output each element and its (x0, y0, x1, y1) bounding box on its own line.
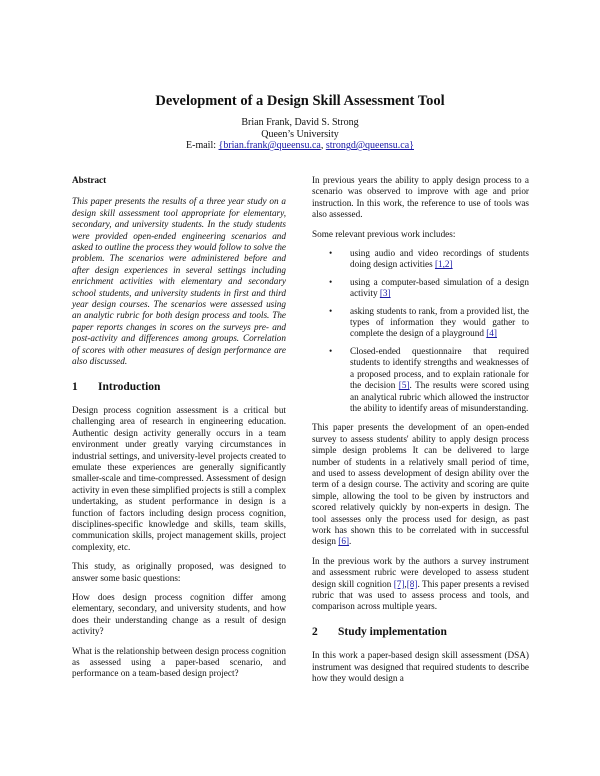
citation-link[interactable]: [8] (406, 578, 418, 589)
list-item (350, 248, 529, 271)
previous-work-intro: Some relevant previous work includes: (312, 228, 456, 239)
citation-link[interactable]: [7] (393, 578, 405, 589)
right-column (312, 175, 529, 692)
list-item (350, 346, 529, 414)
email-line (0, 140, 600, 152)
citation-separator: , (404, 578, 407, 589)
affiliation: Queen’s University (261, 128, 339, 140)
previous-years-paragraph: In previous years the ability to apply design process to a scenario was observed to improve with age and prior instruction. In this work, the reference to use of tools was also assessed. (312, 175, 529, 220)
intro-question-2: What is the relationship between design process cognition as assessed using a paper-based scenario, and performance on a team-based design project? (72, 645, 286, 679)
list-item (350, 306, 529, 340)
author-block (0, 117, 600, 152)
list-item-text: using a computer-based simulation of a design activity (350, 276, 529, 299)
email-prefix: E-mail: (186, 140, 219, 151)
citation-link[interactable]: [4] (486, 328, 497, 339)
previous-authors-paragraph (312, 556, 529, 613)
citation-link[interactable]: [3] (379, 288, 391, 299)
list-item-text: Closed-ended questionnaire that required students to identify strengths and weaknesses of a proposed process, and to explain rationale for the decision (350, 345, 529, 391)
abstract-text: This paper presents the results of a three year study on a design skill assessment tool appropriate for elementary, secondary, and university students. In the study students were provided open-ended engineering scenarios and asked to outline the process they would follow to solve the problem. The scenarios were administered before and after design experiences in several settings including enrichment activities with elementary and secondary school students, and university students in first and third year design courses. The scenarios were assessed using an analytic rubric for both design process and tools. The paper reports changes in scores on the surveys pre- and post-activity and differences among groups. Correlation of scores with other measures of design performance are also discussed. (72, 196, 286, 367)
email-link-strong[interactable]: strongd@queensu.ca} (325, 140, 414, 151)
previous-work-list (312, 248, 529, 414)
citation-link[interactable]: [1,2] (434, 259, 453, 270)
section-heading-study-implementation (312, 627, 529, 638)
paragraph-end: . This paper presents a revised rubric that was used to assess process and tools, and comparison across multiple years. (312, 578, 529, 612)
paragraph-end: . (349, 536, 352, 547)
list-item-text-after: . The results were scored using an analytical rubric which allowed the instructor the ability to identify areas of misunderstanding. (350, 380, 530, 413)
email-separator: , (320, 140, 326, 151)
list-item-text: asking students to rank, from a provided list, the types of information they would gather to complete the design of a playground (350, 305, 529, 339)
paragraph-text: This paper presents the development of an open-ended survey to assess students' ability to apply design process simple design problems It can be delivered to large number of students in a relatively small period of time, and used to assess development of design ability over the term of a design course. The activity and scoring are quite simple, allowing the tool to be given by instructors and scored relatively quickly by non-experts in design. The tool assesses only the process used for design, as past work has shown this to be correlated with in successful design (312, 422, 529, 547)
paragraph-text: In the previous work by the authors a survey instrument and assessment rubric were developed to assess student design skill cognition (312, 555, 529, 589)
section-heading-introduction (72, 382, 286, 393)
intro-paragraph-2: This study, as originally proposed, was designed to answer some basic questions: (72, 561, 286, 583)
section-title: Study implementation (338, 625, 447, 638)
paper-presents-paragraph (312, 422, 529, 547)
section-number: 2 (312, 625, 318, 638)
citation-link[interactable]: [6] (338, 536, 350, 547)
left-column (72, 175, 286, 688)
email-link-frank[interactable]: {brian.frank@queensu.ca (218, 140, 321, 151)
study-implementation-paragraph: In this work a paper-based design skill assessment (DSA) instrument was designed that required students to describe how they would design a (312, 650, 529, 684)
intro-question-1: How does design process cognition differ among elementary, secondary, and university students, and how does their understanding change as a result of design activity? (72, 592, 286, 637)
list-item (350, 277, 529, 300)
intro-paragraph-1: Design process cognition assessment is a critical but challenging area of research in engineering education. Authentic design activity generally occurs in a team environment under greatly varying circumstances in industrial settings, and university-level projects created to emulate these experiences are generally significantly smaller-scale and time-compressed. Assessment of design activity in even these simplified projects is still a complex undertaking, as student performance in design is a function of factors including design process cognition, disciplines-specific knowledge and skills, team skills, communication skills, project management skills, project complexity, etc. (72, 404, 286, 552)
section-title: Introduction (98, 380, 161, 393)
abstract-heading: Abstract (72, 175, 107, 185)
author-names: Brian Frank, David S. Strong (241, 117, 359, 128)
list-item-text: using audio and video recordings of students doing design activities (350, 248, 529, 270)
paper-title: Development of a Design Skill Assessment Tool (155, 93, 445, 109)
citation-link[interactable]: [5] (398, 380, 410, 391)
section-number: 1 (72, 380, 78, 393)
